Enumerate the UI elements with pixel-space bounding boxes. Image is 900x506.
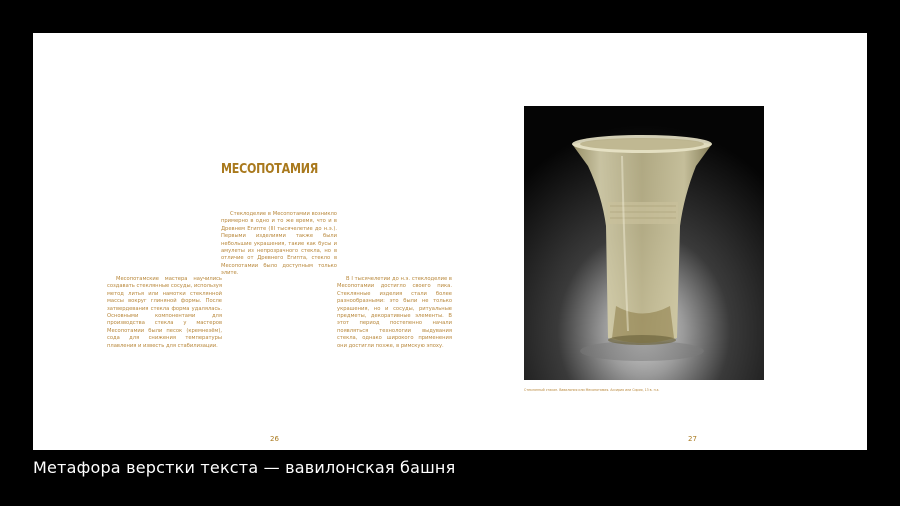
page-number-right: 27	[688, 435, 697, 443]
book-spread	[33, 33, 867, 450]
section-heading: МЕСОПОТАМИЯ	[221, 161, 319, 177]
glass-beaker-photo	[524, 106, 764, 380]
paragraph-right: В I тысячелетии до н.э. стеклоделие в Месопотамии достигло своего пика. Стеклянные изделия стали более разнообразными: это были не только украшения, но и сосуды, ритуальные предметы, декоративные элементы. В этот период постепенно начали появляться технологии выдувания стекла, однако широкого применения они достигли позже, в римскую эпоху.	[337, 276, 452, 349]
paragraph-top: Стеклоделие в Месопотамии возникло примерно в одно и то же время, что и в Древнем Египте (III тысячелетие до н.э.). Первыми изделиями также были небольшие украшения, такие как бусы и амулеты из непрозрачного стекла, но в отличие от Древнего Египта, стекло в Месопотамии было доступным только элите.	[221, 211, 337, 277]
slide-caption: Метафора верстки текста — вавилонская башня	[33, 458, 456, 477]
paragraph-left: Месопотамские мастера научились создавать стеклянные сосуды, используя метод литья или намотки стеклянной массы вокруг глиняной формы. После затвердевания стекла форма удалялась. Основными компонентами для производства стекла у мастеров Месопотамии были песок (кремнезём), сода для снижения температуры плавления и известь для стабилизации.	[107, 276, 222, 349]
page-number-left: 26	[270, 435, 279, 443]
photo-caption: Стеклянный стакан. Вавилония или Месопотамия. Ассирия или Сирия, 13 в. н.э.	[524, 388, 660, 392]
